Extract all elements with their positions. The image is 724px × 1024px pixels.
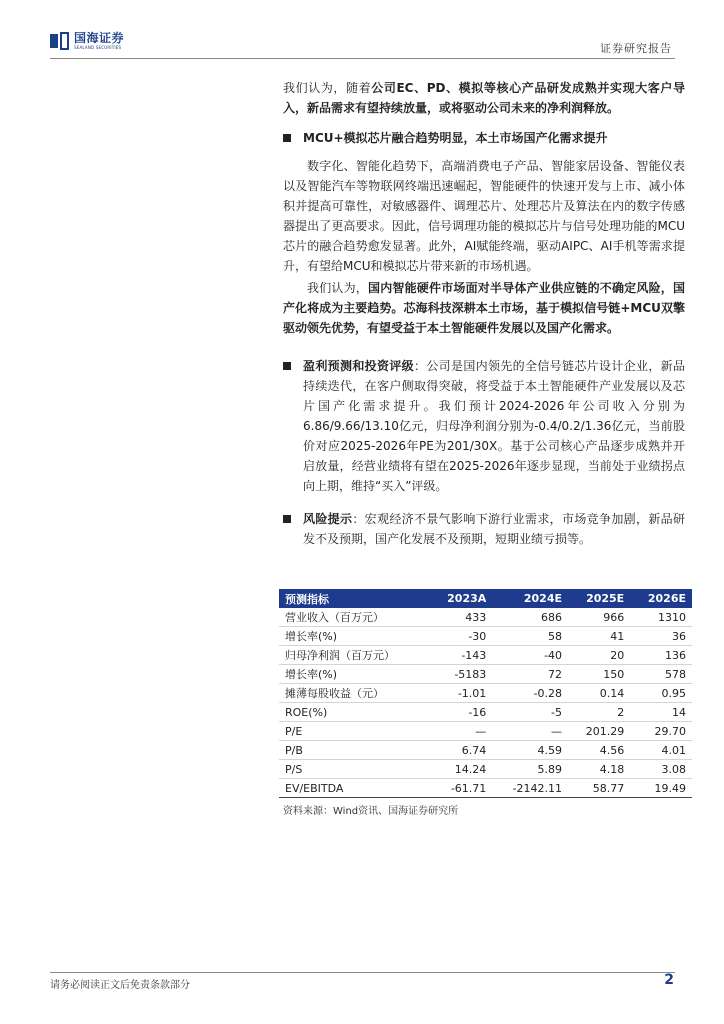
logo-icon	[50, 32, 70, 50]
table-cell: 5.89	[492, 760, 568, 779]
table-row	[279, 760, 692, 779]
table-cell: 0.14	[568, 684, 630, 703]
table-cell: —	[492, 722, 568, 741]
table-cell: 58.77	[568, 779, 630, 798]
table-header-cell: 2026E	[630, 589, 692, 608]
table-cell: 29.70	[630, 722, 692, 741]
paragraph-1-bold: 公司EC、PD、模拟等核心产品研发成熟并实现大客户导入，新品需求有望持续放量，或将驱动公司未来的净利润释放。	[283, 81, 685, 115]
square-bullet-icon	[283, 362, 291, 370]
footer-divider	[50, 972, 675, 973]
page-number: 2	[664, 972, 674, 988]
table-cell: -16	[429, 703, 492, 722]
table-row	[279, 703, 692, 722]
table-row	[279, 779, 692, 798]
rating-title: 盈利预测和投资评级	[303, 359, 414, 373]
table-cell: P/E	[279, 722, 429, 741]
table-cell: —	[429, 722, 492, 741]
company-logo	[50, 32, 124, 50]
table-cell: -0.28	[492, 684, 568, 703]
table-header-cell: 2023A	[429, 589, 492, 608]
forecast-table	[279, 589, 692, 798]
table-cell: 归母净利润（百万元）	[279, 646, 429, 665]
table-row	[279, 608, 692, 627]
footer-disclaimer: 请务必阅读正文后免责条款部分	[50, 980, 190, 991]
table-cell: 686	[492, 608, 568, 627]
square-bullet-icon	[283, 515, 291, 523]
table-cell: 0.95	[630, 684, 692, 703]
table-cell: 3.08	[630, 760, 692, 779]
table-cell: 1310	[630, 608, 692, 627]
table-cell: -5	[492, 703, 568, 722]
table-cell: -143	[429, 646, 492, 665]
report-type-label: 证券研究报告	[600, 42, 672, 55]
table-cell: 966	[568, 608, 630, 627]
table-row	[279, 722, 692, 741]
table-cell: 2	[568, 703, 630, 722]
table-cell: -2142.11	[492, 779, 568, 798]
table-cell: 4.18	[568, 760, 630, 779]
table-source: 资料来源：Wind资讯、国海证券研究所	[283, 806, 459, 817]
rating-text: ：公司是国内领先的全信号链芯片设计企业，新品持续迭代，在客户侧取得突破，将受益于本土智能硬件产业发展以及芯片国产化需求提升。我们预计2024-2026年公司收入分别为6.86/9.66/13.10亿元，归母净利润分别为-0.4/0.2/1.36亿元，当前股价对应2025-2026年PE为201/30X。基于公司核心产品逐步成熟并开启放量，经营业绩将有望在2025-2026年逐步显现，当前处于业绩拐点向上期，维持“买入”评级。	[303, 359, 685, 493]
table-row	[279, 627, 692, 646]
table-row	[279, 741, 692, 760]
paragraph-3-bold: 国内智能硬件市场面对半导体产业供应链的不确定风险，国产化将成为主要趋势。芯海科技深耕本土市场，基于模拟信号链+MCU双擎驱动领先优势，有望受益于本土智能硬件发展以及国产化需求。	[283, 281, 685, 335]
table-cell: 14.24	[429, 760, 492, 779]
table-row	[279, 684, 692, 703]
table-cell: 58	[492, 627, 568, 646]
paragraph-1	[283, 78, 685, 118]
table-cell: -40	[492, 646, 568, 665]
section-title: MCU+模拟芯片融合趋势明显，本土市场国产化需求提升	[303, 131, 608, 145]
table-cell: 摊薄每股收益（元）	[279, 684, 429, 703]
table-cell: 6.74	[429, 741, 492, 760]
table-cell: ROE(%)	[279, 703, 429, 722]
paragraph-2: 数字化、智能化趋势下，高端消费电子产品、智能家居设备、智能仪表以及智能汽车等物联网终端迅速崛起，智能硬件的快速开发与上市、减小体积并提高可靠性，对敏感器件、调理芯片、处理芯片及算法在内的数字传感器提出了更高要求。因此，信号调理功能的模拟芯片与信号处理功能的MCU芯片的融合趋势愈发显著。此外，AI赋能终端，驱动AIPC、AI手机等需求提升，有望给MCU和模拟芯片带来新的市场机遇。	[283, 159, 685, 273]
paragraph-1-prefix: 我们认为，随着	[283, 81, 372, 95]
table-header-row	[279, 589, 692, 608]
table-cell: 433	[429, 608, 492, 627]
table-cell: P/B	[279, 741, 429, 760]
table-cell: 578	[630, 665, 692, 684]
table-cell: 4.59	[492, 741, 568, 760]
table-header-cell: 2024E	[492, 589, 568, 608]
page-header	[0, 0, 724, 62]
table-cell: 20	[568, 646, 630, 665]
table-cell: 19.49	[630, 779, 692, 798]
table-cell: -30	[429, 627, 492, 646]
paragraph-3-prefix: 我们认为，	[307, 281, 368, 295]
table-cell: -5183	[429, 665, 492, 684]
square-bullet-icon	[283, 134, 291, 142]
table-cell: -1.01	[429, 684, 492, 703]
table-cell: 201.29	[568, 722, 630, 741]
table-cell: 36	[630, 627, 692, 646]
paragraph-3	[283, 278, 685, 338]
section-heading-row	[283, 128, 685, 148]
table-header-cell: 预测指标	[279, 589, 429, 608]
table-cell: 增长率(%)	[279, 665, 429, 684]
rating-section	[283, 356, 685, 496]
table-cell: 72	[492, 665, 568, 684]
table-cell: 营业收入（百万元）	[279, 608, 429, 627]
risk-title: 风险提示	[303, 512, 353, 526]
table-cell: 增长率(%)	[279, 627, 429, 646]
table-row	[279, 665, 692, 684]
risk-text: ：宏观经济不景气影响下游行业需求，市场竞争加剧，新品研发不及预期，国产化发展不及预期，短期业绩亏损等。	[303, 512, 685, 546]
risk-section	[283, 509, 685, 549]
table-cell: EV/EBITDA	[279, 779, 429, 798]
header-divider	[50, 58, 675, 59]
table-cell: 4.01	[630, 741, 692, 760]
table-header-cell: 2025E	[568, 589, 630, 608]
logo-text-cn: 国海证券	[74, 31, 125, 45]
table-cell: 136	[630, 646, 692, 665]
table-cell: -61.71	[429, 779, 492, 798]
table-row	[279, 646, 692, 665]
table-cell: P/S	[279, 760, 429, 779]
table-cell: 14	[630, 703, 692, 722]
table-cell: 41	[568, 627, 630, 646]
table-cell: 150	[568, 665, 630, 684]
table-cell: 4.56	[568, 741, 630, 760]
logo-text-en: SEALAND SECURITIES	[74, 45, 122, 50]
